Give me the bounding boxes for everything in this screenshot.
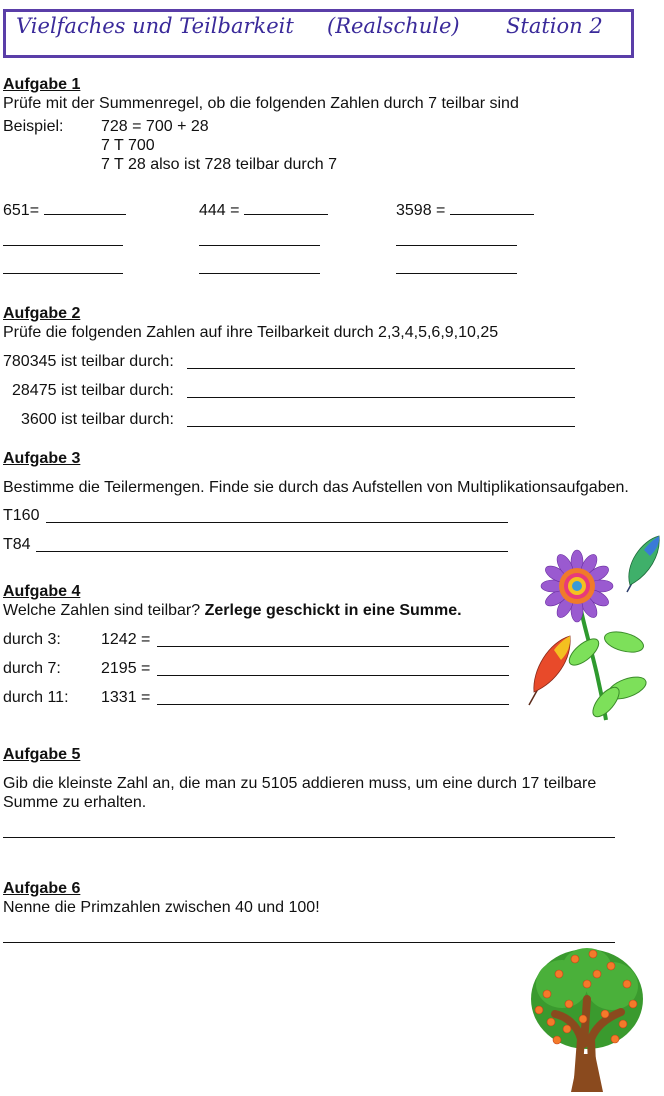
school-type-label: (Realschule): [327, 14, 460, 38]
answer-line[interactable]: [3, 245, 123, 246]
answer-line[interactable]: [36, 551, 508, 552]
answer-line[interactable]: [3, 273, 123, 274]
task6-text: Nenne die Primzahlen zwischen 40 und 100!: [3, 899, 320, 916]
answer-blank[interactable]: [44, 200, 126, 215]
example-line: 7 T 28 also ist 728 teilbar durch 7: [101, 156, 337, 173]
task1-item: 651=: [3, 200, 126, 220]
worksheet-title: Vielfaches und Teilbarkeit: [16, 14, 294, 38]
task4-number: 2195 =: [101, 660, 151, 677]
task4-number: 1242 =: [101, 631, 151, 648]
task4-divisor-label: durch 3:: [3, 631, 61, 648]
task4-instruction: Welche Zahlen sind teilbar? Zerlege geschickt in eine Summe.: [3, 602, 462, 619]
tree-illustration: [527, 944, 647, 1092]
answer-line[interactable]: [46, 522, 508, 523]
task5-text: Gib die kleinste Zahl an, die man zu 5105 addieren muss, um eine durch 17 teilbare: [3, 775, 597, 792]
task2-heading: Aufgabe 2: [3, 305, 81, 322]
station-label: Station 2: [506, 14, 603, 38]
task3-item-label: T84: [3, 536, 31, 553]
task1-heading: Aufgabe 1: [3, 76, 81, 93]
answer-line[interactable]: [396, 273, 517, 274]
feather-icon: [529, 636, 570, 705]
answer-blank[interactable]: [244, 200, 328, 215]
task2-item-label: 28475 ist teilbar durch:: [12, 382, 174, 399]
task6-heading: Aufgabe 6: [3, 880, 81, 897]
answer-line[interactable]: [187, 368, 575, 369]
task4-divisor-label: durch 7:: [3, 660, 61, 677]
answer-line[interactable]: [157, 704, 509, 705]
task2-item-label: 3600 ist teilbar durch:: [21, 411, 174, 428]
task5-text: Summe zu erhalten.: [3, 794, 147, 811]
example-line: 7 T 700: [101, 137, 155, 154]
leaf-icon: [565, 628, 649, 721]
answer-line[interactable]: [157, 646, 509, 647]
task3-heading: Aufgabe 3: [3, 450, 81, 467]
answer-line[interactable]: [3, 942, 615, 943]
task5-heading: Aufgabe 5: [3, 746, 81, 763]
answer-line[interactable]: [396, 245, 517, 246]
answer-line[interactable]: [199, 245, 320, 246]
answer-blank[interactable]: [450, 200, 534, 215]
answer-line[interactable]: [199, 273, 320, 274]
answer-line[interactable]: [157, 675, 509, 676]
feather-icon: [627, 536, 659, 592]
example-line: 728 = 700 + 28: [101, 118, 209, 135]
task2-item-label: 780345 ist teilbar durch:: [3, 353, 174, 370]
flower-feathers-illustration: [524, 530, 664, 725]
task3-instruction: Bestimme die Teilermengen. Finde sie durch das Aufstellen von Multiplikationsaufgaben.: [3, 479, 629, 496]
tree-icon: [531, 948, 643, 1092]
task1-item: 444 =: [199, 200, 328, 220]
task3-item-label: T160: [3, 507, 40, 524]
task4-heading: Aufgabe 4: [3, 583, 81, 600]
task1-instruction: Prüfe mit der Summenregel, ob die folgenden Zahlen durch 7 teilbar sind: [3, 95, 519, 112]
task4-number: 1331 =: [101, 689, 151, 706]
task1-item: 3598 =: [396, 200, 534, 220]
task4-divisor-label: durch 11:: [3, 689, 69, 706]
answer-line[interactable]: [3, 837, 615, 838]
example-label: Beispiel:: [3, 118, 64, 135]
answer-line[interactable]: [187, 397, 575, 398]
task2-instruction: Prüfe die folgenden Zahlen auf ihre Teilbarkeit durch 2,3,4,5,6,9,10,25: [3, 324, 499, 341]
answer-line[interactable]: [187, 426, 575, 427]
flower-icon: [541, 550, 613, 622]
